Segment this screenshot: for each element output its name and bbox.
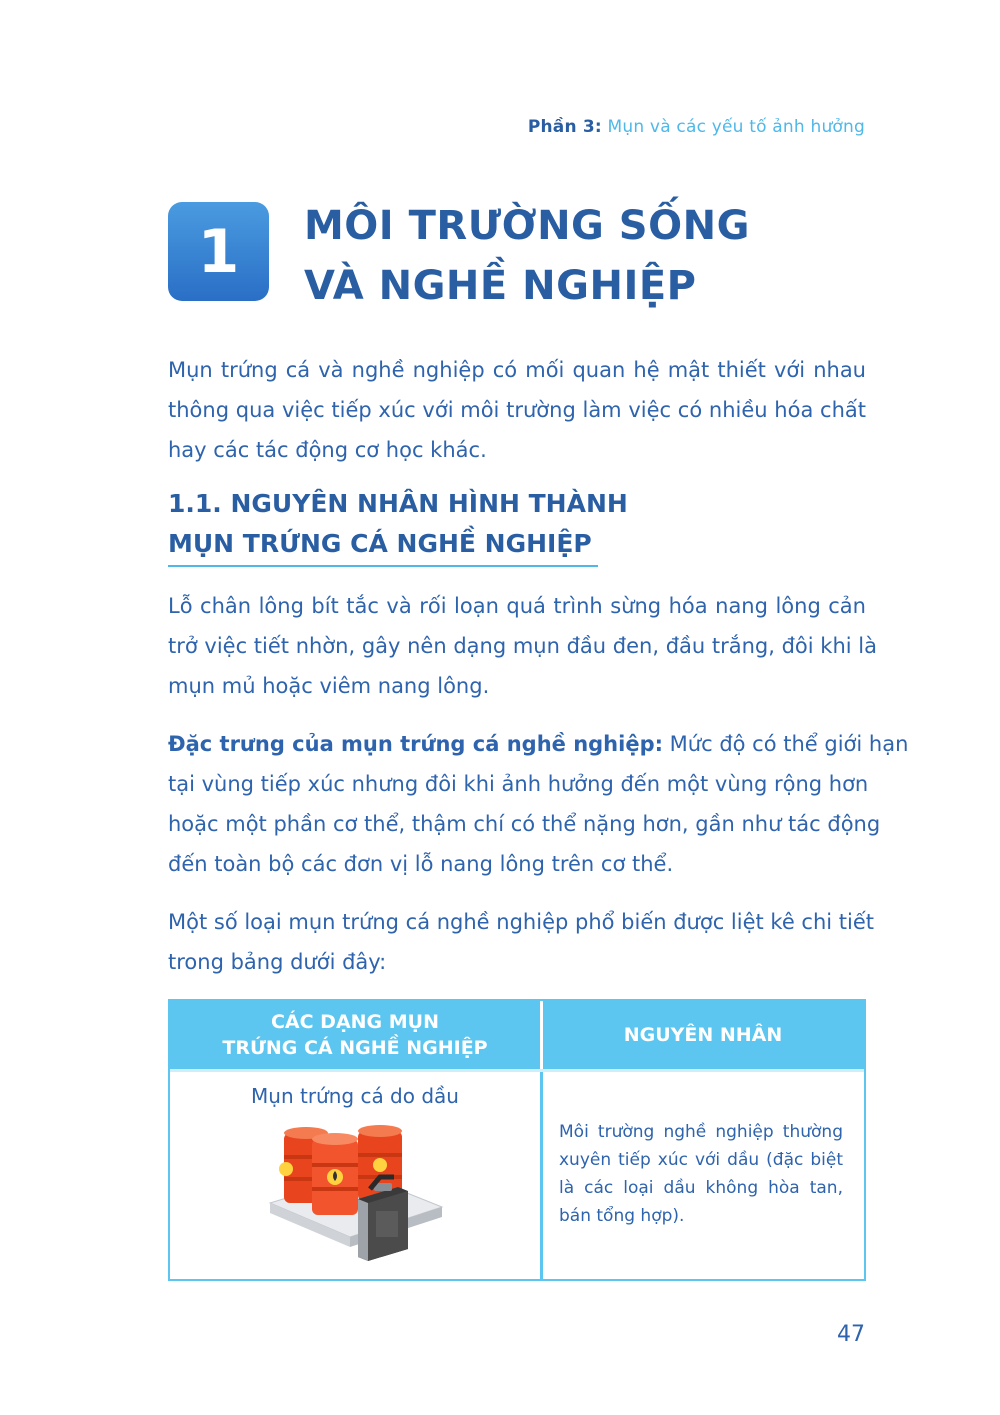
paragraph-line: Mụn trứng cá và nghề nghiệp có mối quan hệ mật thiết với nhau [168,358,866,382]
chapter-title [304,196,750,316]
paragraph-line [168,724,909,764]
cause-paragraph [168,586,877,706]
paragraph-line: trở việc tiết nhờn, gây nên dạng mụn đầu đen, đầu trắng, đôi khi là [168,634,877,658]
paragraph-line: trong bảng dưới đây: [168,950,387,974]
feature-label: Đặc trưng của mụn trứng cá nghề nghiệp: [168,732,663,756]
table-header-divider [540,1001,543,1069]
chapter-title-line: MÔI TRƯỜNG SỐNG [304,203,750,249]
running-header-part: Phần 3: [527,117,602,137]
paragraph-line: Lỗ chân lông bít tắc và rối loạn quá trình sừng hóa nang lông cản [168,594,866,618]
section-heading [168,484,628,564]
paragraph-line: hay các tác động cơ học khác. [168,438,487,462]
oil-barrels-icon [266,1125,446,1265]
section-heading-line: 1.1. NGUYÊN NHÂN HÌNH THÀNH [168,489,628,518]
paragraph-line: hoặc một phần cơ thể, thậm chí có thể nặng hơn, gần như tác động [168,812,881,836]
feature-paragraph [168,724,909,884]
running-header-topic: Mụn và các yếu tố ảnh hưởng [607,117,865,137]
paragraph-line: Một số loại mụn trứng cá nghề nghiệp phổ biến được liệt kê chi tiết [168,910,875,934]
cause-line: là các loại dầu không hòa tan, [559,1178,843,1198]
feature-first-line: Mức độ có thể giới hạn [663,732,909,756]
table-cell-acne-type: Mụn trứng cá do dầu [251,1084,459,1108]
paragraph-line: tại vùng tiếp xúc nhưng đôi khi ảnh hưởng đến một vùng rộng hơn [168,772,869,796]
paragraph-line: đến toàn bộ các đơn vị lỗ nang lông trên cơ thể. [168,852,674,876]
list-intro-paragraph [168,902,875,982]
intro-paragraph [168,350,866,470]
page-number: 47 [837,1322,865,1347]
paragraph-line: mụn mủ hoặc viêm nang lông. [168,674,490,698]
chapter-title-line: VÀ NGHỀ NGHIỆP [304,263,697,309]
cause-line: xuyên tiếp xúc với dầu (đặc biệt [559,1150,843,1170]
chapter-number-badge: 1 [168,202,269,301]
section-heading-line: MỤN TRỨNG CÁ NGHỀ NGHIỆP [168,529,592,558]
cause-line: bán tổng hợp). [559,1206,685,1226]
running-header [528,117,865,137]
table-header-type: CÁC DẠNG MỤN TRỨNG CÁ NGHỀ NGHIỆP [222,1011,488,1059]
section-underline [168,565,598,567]
table-header-cause: NGUYÊN NHÂN [623,1024,783,1046]
table-row-divider [170,1069,864,1072]
paragraph-line: thông qua việc tiếp xúc với môi trường làm việc có nhiều hóa chất [168,398,866,422]
cause-line: Môi trường nghề nghiệp thường [559,1122,843,1142]
table-cell-cause [559,1118,843,1230]
